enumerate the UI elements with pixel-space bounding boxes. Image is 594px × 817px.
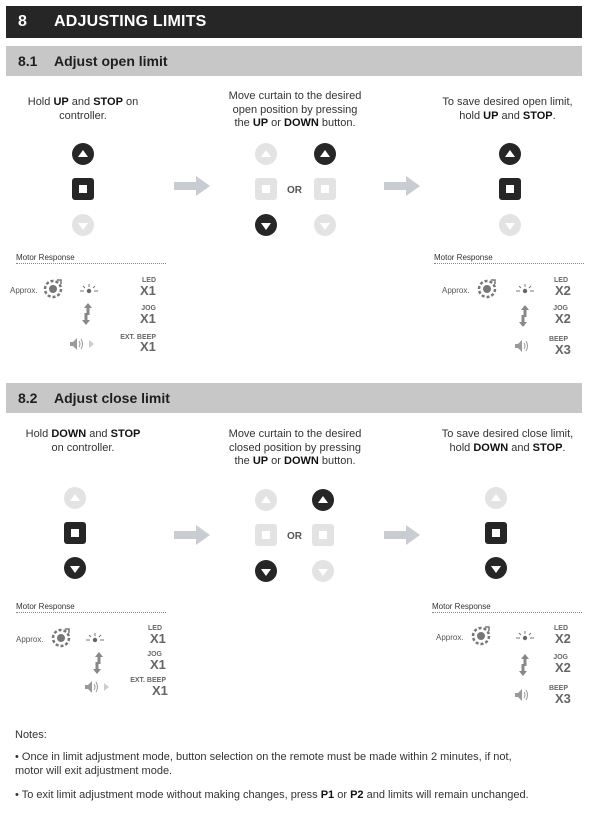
down-triangle-icon — [78, 223, 88, 230]
stop-square-icon — [506, 185, 514, 193]
note-item: • Once in limit adjustment mode, button selection on the remote must be made within 2 minutes, if not, motor will exit adjustment mode. — [15, 751, 512, 777]
section-title: Adjust close limit — [54, 390, 170, 406]
up-button[interactable] — [255, 489, 277, 511]
up-triangle-icon — [491, 494, 501, 501]
motor-gear-icon — [470, 625, 492, 647]
motor-response-title: Motor Response — [16, 602, 166, 613]
led-count: X1 — [150, 631, 166, 646]
section-number: 8.1 — [18, 53, 38, 69]
up-button[interactable] — [485, 487, 507, 509]
up-button[interactable] — [312, 489, 334, 511]
up-triangle-icon — [318, 496, 328, 503]
approx-label: Approx. — [436, 633, 464, 642]
down-triangle-icon — [70, 566, 80, 573]
stop-square-icon — [492, 529, 500, 537]
up-triangle-icon — [261, 150, 271, 157]
approx-label: Approx. — [442, 286, 470, 295]
motor-response-title: Motor Response — [432, 602, 582, 613]
led-label: LED — [142, 277, 156, 284]
jog-count: X2 — [555, 311, 571, 326]
motor-gear-icon — [50, 627, 72, 649]
up-triangle-icon — [78, 150, 88, 157]
led-flash-icon — [514, 630, 536, 644]
beep-count: X3 — [555, 691, 571, 706]
beep-count: X3 — [555, 342, 571, 357]
stop-square-icon — [79, 185, 87, 193]
down-button[interactable] — [64, 557, 86, 579]
down-button[interactable] — [255, 214, 277, 236]
motor-response-title: Motor Response — [16, 253, 166, 264]
stop-button[interactable] — [255, 524, 277, 546]
motor-response-title: Motor Response — [434, 253, 584, 264]
beep-count: X1 — [140, 339, 156, 354]
section-header-close — [6, 383, 582, 413]
down-triangle-icon — [505, 223, 515, 230]
jog-arrows-icon — [91, 651, 105, 675]
up-triangle-icon — [70, 494, 80, 501]
led-count: X2 — [555, 283, 571, 298]
step1-instruction: Hold UP and STOP on controller. — [27, 96, 139, 122]
step2-instruction: Move curtain to the desired open position by pressing the UP or DOWN button. — [228, 90, 362, 129]
down-triangle-icon — [320, 223, 330, 230]
stop-square-icon — [321, 185, 329, 193]
stop-button[interactable] — [72, 178, 94, 200]
stop-button[interactable] — [312, 524, 334, 546]
section-number: 8.2 — [18, 390, 38, 406]
right-arrow-icon — [174, 524, 210, 546]
step3-instruction: To save desired open limit, hold UP and STOP. — [442, 96, 573, 122]
led-label: LED — [554, 625, 568, 632]
jog-count: X2 — [555, 660, 571, 675]
speaker-icon — [514, 339, 540, 353]
up-triangle-icon — [320, 150, 330, 157]
down-button[interactable] — [314, 214, 336, 236]
note-item: • To exit limit adjustment mode without making changes, press P1 or P2 and limits will remain unchanged. — [15, 789, 529, 801]
step1-instruction: Hold DOWN and STOP on controller. — [25, 428, 141, 454]
stop-button[interactable] — [499, 178, 521, 200]
stop-square-icon — [262, 185, 270, 193]
jog-count: X1 — [150, 657, 166, 672]
led-count: X1 — [140, 283, 156, 298]
down-button[interactable] — [499, 214, 521, 236]
motor-gear-icon — [476, 278, 498, 300]
section-header-open — [6, 46, 582, 76]
up-triangle-icon — [261, 496, 271, 503]
down-triangle-icon — [318, 569, 328, 576]
down-triangle-icon — [261, 569, 271, 576]
jog-arrows-icon — [80, 302, 94, 326]
up-button[interactable] — [314, 143, 336, 165]
step3-instruction: To save desired close limit, hold DOWN and STOP. — [441, 428, 574, 454]
up-triangle-icon — [505, 150, 515, 157]
jog-label: JOG — [553, 654, 568, 661]
jog-count: X1 — [140, 311, 156, 326]
right-arrow-icon — [174, 175, 210, 197]
jog-arrows-icon — [517, 304, 531, 328]
right-arrow-icon — [384, 175, 420, 197]
step2-instruction: Move curtain to the desired closed position by pressing the UP or DOWN button. — [228, 428, 362, 467]
notes-title: Notes: — [15, 729, 47, 741]
down-triangle-icon — [261, 223, 271, 230]
up-button[interactable] — [255, 143, 277, 165]
or-label: OR — [287, 531, 302, 542]
led-flash-icon — [84, 632, 106, 646]
or-label: OR — [287, 185, 302, 196]
down-button[interactable] — [255, 560, 277, 582]
approx-label: Approx. — [10, 286, 38, 295]
down-button[interactable] — [72, 214, 94, 236]
stop-button[interactable] — [314, 178, 336, 200]
chapter-title: ADJUSTING LIMITS — [54, 13, 207, 30]
stop-square-icon — [71, 529, 79, 537]
up-button[interactable] — [72, 143, 94, 165]
led-count: X2 — [555, 631, 571, 646]
beep-label: EXT. BEEP — [120, 334, 156, 341]
down-button[interactable] — [312, 560, 334, 582]
stop-button[interactable] — [255, 178, 277, 200]
jog-label: JOG — [553, 305, 568, 312]
jog-arrows-icon — [517, 653, 531, 677]
section-title: Adjust open limit — [54, 53, 168, 69]
led-flash-icon — [514, 283, 536, 297]
led-label: LED — [148, 625, 162, 632]
jog-label: JOG — [141, 305, 156, 312]
up-button[interactable] — [64, 487, 86, 509]
speaker-icon — [84, 680, 110, 694]
speaker-icon — [69, 337, 95, 351]
up-button[interactable] — [499, 143, 521, 165]
down-button[interactable] — [485, 557, 507, 579]
right-arrow-icon — [384, 524, 420, 546]
chapter-number: 8 — [18, 13, 28, 30]
stop-square-icon — [319, 531, 327, 539]
beep-count: X1 — [152, 683, 168, 698]
down-triangle-icon — [491, 566, 501, 573]
led-flash-icon — [78, 283, 100, 297]
stop-button[interactable] — [485, 522, 507, 544]
approx-label: Approx. — [16, 635, 44, 644]
stop-square-icon — [262, 531, 270, 539]
led-label: LED — [554, 277, 568, 284]
beep-label: EXT. BEEP — [130, 677, 166, 684]
beep-label: BEEP — [548, 685, 568, 692]
speaker-icon — [514, 688, 540, 702]
beep-label: BEEP — [548, 336, 568, 343]
motor-gear-icon — [42, 278, 64, 300]
jog-label: JOG — [147, 651, 162, 658]
stop-button[interactable] — [64, 522, 86, 544]
chapter-header — [6, 6, 582, 38]
